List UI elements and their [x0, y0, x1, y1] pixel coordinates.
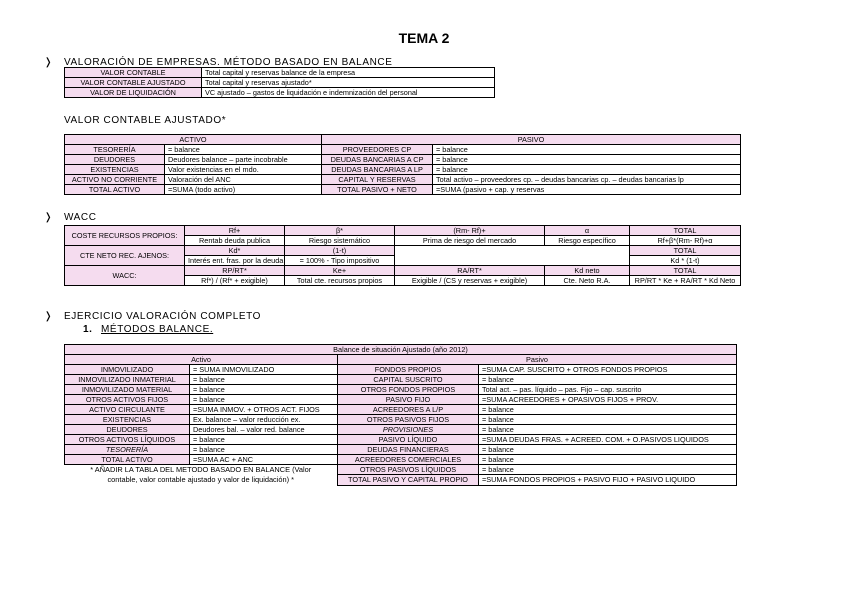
table-row [65, 375, 737, 385]
cell-value: Deudores bal. – valor red. balance [190, 425, 338, 435]
cell-value: = balance [479, 405, 737, 415]
table-row [65, 415, 737, 425]
cell-label: PROVEEDORES CP [322, 145, 433, 155]
value-cell: = 100% - Tipo impositivo [285, 256, 395, 266]
cell-value: =SUMA AC + ANC [190, 455, 338, 465]
table-row [65, 435, 737, 445]
cell-label: INMOVILIZADO INMATERIAL [65, 375, 190, 385]
value-cell: Cte. Neto R.A. [545, 276, 630, 286]
header-cell: α [545, 226, 630, 236]
value-cell: RP/RT * Ke + RA/RT * Kd Neto [630, 276, 741, 286]
table-row [65, 395, 737, 405]
table-row [65, 365, 737, 375]
wacc-table [64, 225, 741, 286]
table-row [65, 465, 737, 475]
cell-value: =SUMA CAP. SUSCRITO + OTROS FONDOS PROPIOS [479, 365, 737, 375]
cell-label: FONDOS PROPIOS [338, 365, 479, 375]
table-row [65, 455, 737, 465]
value-cell: Interés ent. fras. por la deuda [185, 256, 285, 266]
section-heading-valoracion: VALORACIÓN DE EMPRESAS. MÉTODO BASADO EN BALANCE [64, 57, 393, 68]
cell-label: TOTAL PASIVO Y CAPITAL PROPIO [338, 475, 479, 485]
header-cell: Rf+ [185, 226, 285, 236]
cell-label: OTROS PASIVOS LÍQUIDOS [338, 465, 479, 475]
subsection-number: 1. [83, 324, 93, 335]
header-cell: TOTAL [630, 266, 741, 276]
value-cell: Kd * (1-t) [630, 256, 741, 266]
cell-value: =SUMA INMOV. + OTROS ACT. FIJOS [190, 405, 338, 415]
cell-label: OTROS FONDOS PROPIOS [338, 385, 479, 395]
cell-value: =SUMA FONDOS PROPIOS + PASIVO FIJO + PASIVO LIQUIDO [479, 475, 737, 485]
cell-value: = balance [479, 455, 737, 465]
cell-value: =SUMA DEUDAS FRAS. + ACREED. COM. + O.PASIVOS LIQUIDOS [479, 435, 737, 445]
cell-label: OTROS PASIVOS FIJOS [338, 415, 479, 425]
cell-value: = balance [433, 155, 741, 165]
cell-label: VALOR DE LIQUIDACIÓN [65, 88, 202, 98]
value-cell: Rf*) / (Rf* + exigible) [185, 276, 285, 286]
cell-value: = balance [479, 415, 737, 425]
cell-value: Total activo – proveedores cp. – deudas bancarias cp. – deudas bancarias lp [433, 175, 741, 185]
value-cell: Riesgo sistemático [285, 236, 395, 246]
cell-value: = balance [479, 465, 737, 475]
cell-label: ACTIVO NO CORRIENTE [65, 175, 165, 185]
cell-value: Total act. – pas. líquido – pas. Fijo – cap. suscrito [479, 385, 737, 395]
note-cell [65, 465, 338, 486]
cell-label: VALOR CONTABLE AJUSTADO [65, 78, 202, 88]
cell-label: TESORERÍA [65, 145, 165, 155]
bullet-icon: ❭ [44, 57, 53, 68]
value-cell: Rf+β*(Rm- Rf)+α [630, 236, 741, 246]
header-cell: (Rm- Rf)+ [395, 226, 545, 236]
table-row [65, 246, 741, 256]
activo-header: ACTIVO [65, 135, 322, 145]
cell-label: TOTAL PASIVO + NETO [322, 185, 433, 195]
cell-value: = SUMA INMOVILIZADO [190, 365, 338, 375]
activo-header: Activo [65, 355, 338, 365]
page-title: TEMA 2 [398, 30, 450, 46]
cell-value: Valoración del ANC [165, 175, 322, 185]
cell-label: CAPITAL SUSCRITO [338, 375, 479, 385]
table-row [65, 78, 495, 88]
cell-value: = balance [479, 375, 737, 385]
cell-value: = balance [165, 145, 322, 155]
header-cell: Ke+ [285, 266, 395, 276]
cte-label: CTE NETO REC. AJENOS: [65, 246, 185, 266]
cell-label: EXISTENCIAS [65, 415, 190, 425]
cell-value: VC ajustado – gastos de liquidación e indemnización del personal [202, 88, 495, 98]
cell-label: DEUDORES [65, 425, 190, 435]
table-row [65, 145, 741, 155]
header-cell: RA/RT* [395, 266, 545, 276]
table-title-row [65, 345, 737, 355]
cell-value: = balance [190, 375, 338, 385]
cell-value: Total capital y reservas balance de la empresa [202, 68, 495, 78]
table-row [65, 425, 737, 435]
cell-label: DEUDAS BANCARIAS A LP [322, 165, 433, 175]
cell-label: TESORERÍA [65, 445, 190, 455]
pasivo-header: Pasivo [338, 355, 737, 365]
vca-table [64, 134, 741, 195]
cell-value: = balance [479, 425, 737, 435]
cell-label: VALOR CONTABLE [65, 68, 202, 78]
table-header-row [65, 355, 737, 365]
value-cell: Prima de riesgo del mercado [395, 236, 545, 246]
table-row [65, 165, 741, 175]
cell-label: DEUDORES [65, 155, 165, 165]
bullet-icon: ❭ [44, 311, 53, 322]
table-row [65, 175, 741, 185]
cell-value: = balance [433, 165, 741, 175]
cell-label: DEUDAS FINANCIERAS [338, 445, 479, 455]
cell-label: OTROS ACTIVOS LÍQUIDOS [65, 435, 190, 445]
table-row [65, 68, 495, 78]
value-cell: Riesgo específico [545, 236, 630, 246]
cell-label: ACREEDORES A L/P [338, 405, 479, 415]
balance-table [64, 344, 737, 486]
valoracion-table [64, 67, 495, 98]
table-row [65, 185, 741, 195]
subsection-title: MÉTODOS BALANCE. [101, 324, 214, 335]
value-cell: Exigible / (CS y reservas + exigible) [395, 276, 545, 286]
cell-value: =SUMA ACREEDORES + OPASIVOS FIJOS + PROV. [479, 395, 737, 405]
value-cell: Rentab deuda publica [185, 236, 285, 246]
cell-value: Valor existencias en el mdo. [165, 165, 322, 175]
header-cell: Kd* [185, 246, 285, 256]
table-header-row [65, 135, 741, 145]
coste-label: COSTE RECURSOS PROPIOS: [65, 226, 185, 246]
balance-table-title: Balance de situación Ajustado (año 2012) [65, 345, 737, 355]
table-row [65, 445, 737, 455]
header-cell: β* [285, 226, 395, 236]
cell-label: TOTAL ACTIVO [65, 455, 190, 465]
cell-label: TOTAL ACTIVO [65, 185, 165, 195]
value-cell: Total cte. recursos propios [285, 276, 395, 286]
empty-cell [395, 246, 630, 266]
cell-value: Deudores balance – parte incobrable [165, 155, 322, 165]
table-row [65, 155, 741, 165]
section-heading-vca: VALOR CONTABLE AJUSTADO* [64, 115, 227, 126]
cell-label: PASIVO LÍQUIDO [338, 435, 479, 445]
table-row [65, 405, 737, 415]
cell-label: CAPITAL Y RESERVAS [322, 175, 433, 185]
header-cell: TOTAL [630, 246, 741, 256]
section-heading-wacc: WACC [64, 212, 97, 223]
cell-value: =SUMA (pasivo + cap. y reservas [433, 185, 741, 195]
table-row [65, 266, 741, 276]
cell-label: INMOVILIZADO [65, 365, 190, 375]
wacc-label: WACC: [65, 266, 185, 286]
cell-label: PASIVO FIJO [338, 395, 479, 405]
cell-label: DEUDAS BANCARIAS A CP [322, 155, 433, 165]
header-cell: TOTAL [630, 226, 741, 236]
cell-value: Ex. balance – valor reducción ex. [190, 415, 338, 425]
cell-value: = balance [190, 445, 338, 455]
cell-value: =SUMA (todo activo) [165, 185, 322, 195]
cell-label: INMOVILIZADO MATERIAL [65, 385, 190, 395]
cell-label: EXISTENCIAS [65, 165, 165, 175]
table-row [65, 385, 737, 395]
cell-value: = balance [190, 435, 338, 445]
cell-value: = balance [190, 395, 338, 405]
header-cell: (1-t) [285, 246, 395, 256]
bullet-icon: ❭ [44, 212, 53, 223]
table-row [65, 226, 741, 236]
note-line-2: contable, valor contable ajustado y valor de liquidación) * [107, 475, 295, 484]
table-row [65, 88, 495, 98]
cell-label: ACTIVO CIRCULANTE [65, 405, 190, 415]
cell-value: = balance [190, 385, 338, 395]
cell-value: Total capital y reservas ajustado* [202, 78, 495, 88]
section-heading-ejercicio: EJERCICIO VALORACIÓN COMPLETO [64, 311, 262, 322]
cell-label: OTROS ACTIVOS FIJOS [65, 395, 190, 405]
cell-label: PROVISIONES [338, 425, 479, 435]
header-cell: Kd neto [545, 266, 630, 276]
cell-value: = balance [433, 145, 741, 155]
note-line-1: * AÑADIR LA TABLA DEL METODO BASADO EN BALANCE (Valor [90, 465, 312, 474]
pasivo-header: PASIVO [322, 135, 741, 145]
header-cell: RP/RT* [185, 266, 285, 276]
cell-label: ACREEDORES COMERCIALES [338, 455, 479, 465]
cell-value: = balance [479, 445, 737, 455]
